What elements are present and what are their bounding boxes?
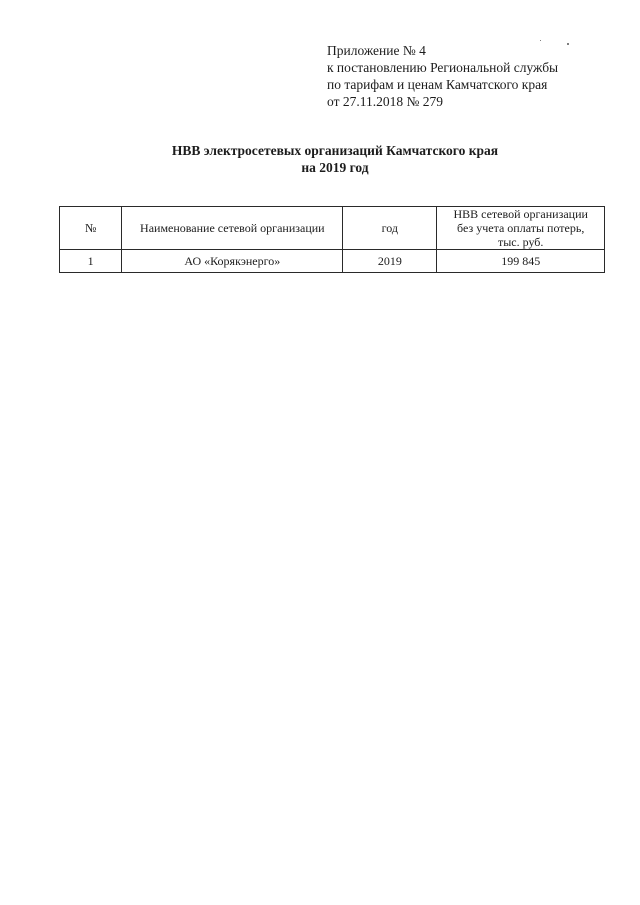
scan-speck — [540, 40, 541, 41]
table-row — [60, 250, 605, 273]
header-nvv-line: тыс. руб. — [497, 235, 544, 249]
appendix-line: по тарифам и ценам Камчатского края — [327, 77, 548, 92]
appendix-line: к постановлению Региональной службы — [327, 60, 559, 75]
title-line: на 2019 год — [301, 160, 369, 175]
cell-num: 1 — [60, 250, 122, 273]
header-year: год — [343, 207, 437, 250]
header-num: № — [60, 207, 122, 250]
appendix-line: Приложение № 4 — [327, 43, 426, 58]
appendix-line: от 27.11.2018 № 279 — [327, 94, 443, 109]
document-title — [80, 142, 590, 176]
cell-year: 2019 — [343, 250, 437, 273]
nvv-table — [59, 206, 605, 273]
header-nvv — [437, 207, 605, 250]
header-nvv-line: без учета оплаты потерь, — [457, 221, 585, 235]
cell-nvv: 199 845 — [437, 250, 605, 273]
appendix-header — [327, 42, 617, 110]
title-line: НВВ электросетевых организаций Камчатского края — [171, 143, 499, 158]
cell-name: АО «Корякэнерго» — [122, 250, 343, 273]
scan-speck — [567, 43, 569, 45]
table-header-row — [60, 207, 605, 250]
header-name: Наименование сетевой организации — [122, 207, 343, 250]
header-nvv-line: НВВ сетевой организации — [453, 207, 588, 221]
